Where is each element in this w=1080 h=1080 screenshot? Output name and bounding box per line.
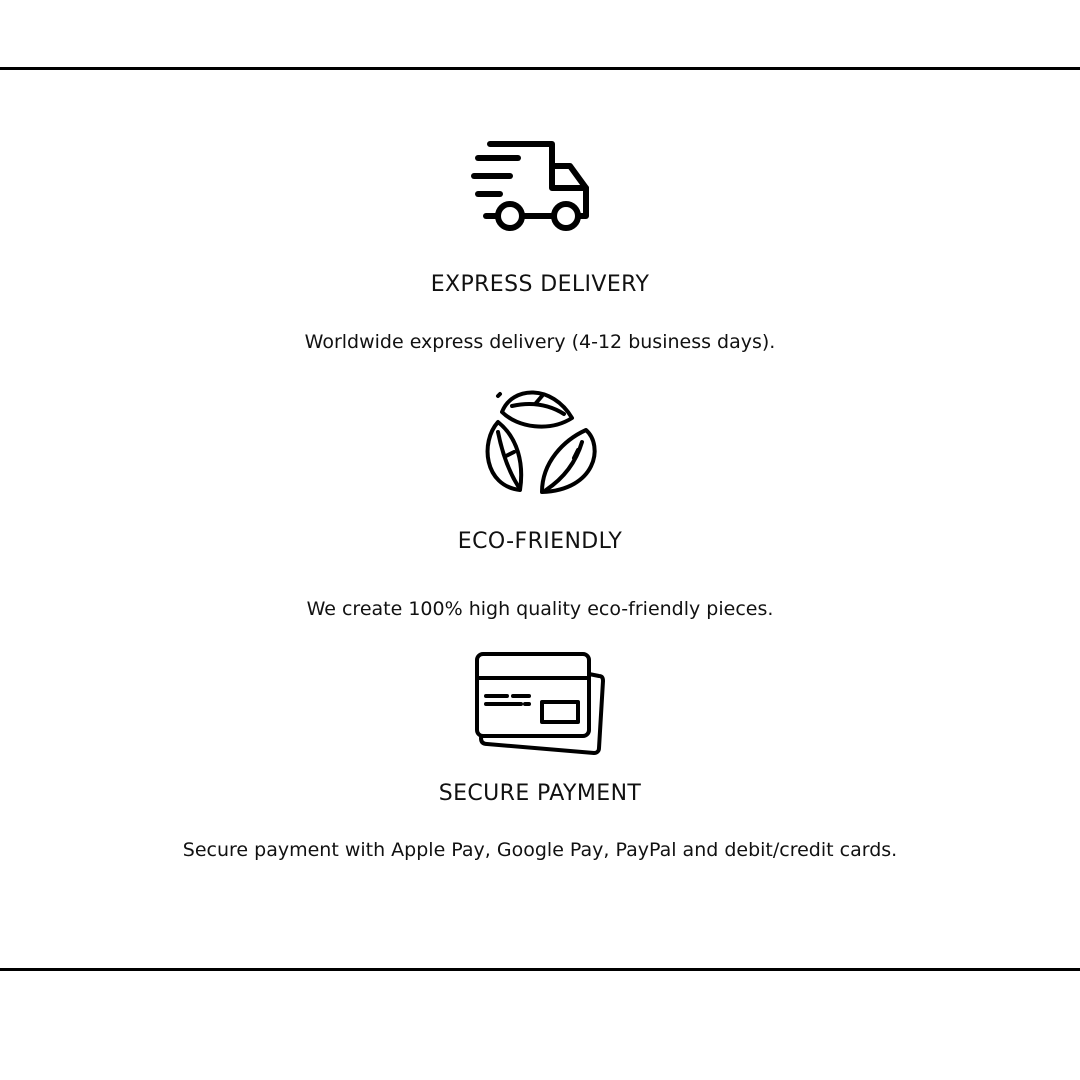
feature-title: ECO-FRIENDLY — [457, 529, 623, 554]
feature-title: SECURE PAYMENT — [438, 781, 642, 806]
top-divider — [0, 67, 1080, 70]
feature-title: EXPRESS DELIVERY — [430, 272, 650, 297]
delivery-truck-icon — [0, 136, 1080, 236]
credit-card-icon — [0, 648, 1080, 760]
feature-description: Secure payment with Apple Pay, Google Pay, PayPal and debit/credit cards. — [182, 839, 898, 861]
bottom-divider — [0, 968, 1080, 971]
feature-description: We create 100% high quality eco-friendly pieces. — [306, 598, 774, 620]
feature-description: Worldwide express delivery (4-12 business days). — [304, 331, 776, 353]
eco-leaves-icon — [0, 382, 1080, 500]
